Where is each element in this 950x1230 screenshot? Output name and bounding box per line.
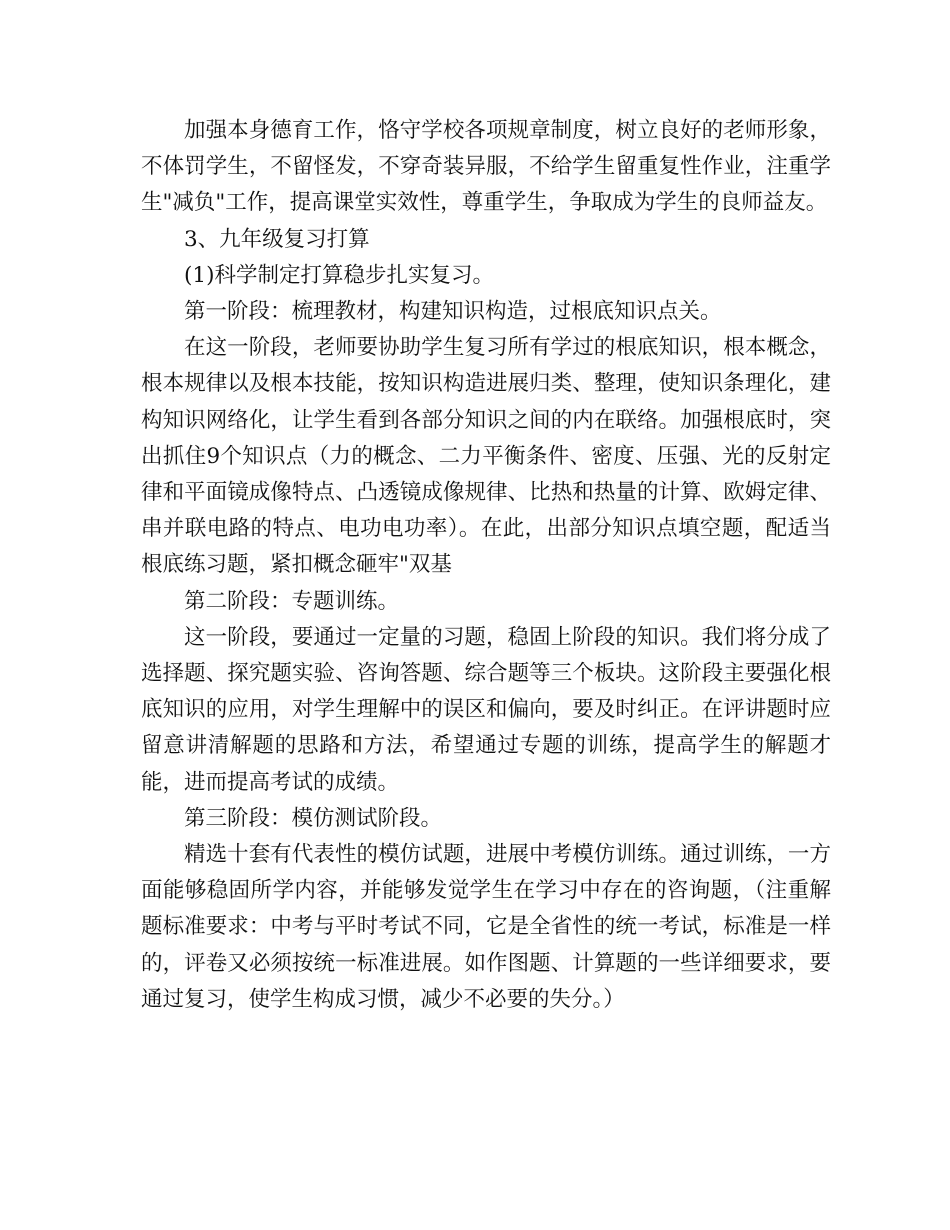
stage-three-heading: 第三阶段：模仿测试阶段。 <box>184 805 443 831</box>
subheading-scientific-plan: (1)科学制定打算稳步扎实复习。 <box>184 262 494 288</box>
paragraph-moral-education: 加强本身德育工作，恪守学校各项规章制度，树立良好的老师形象，不体罚学生，不留怪发，不穿奇装异服，不给学生留重复性作业，注重学生"减负"工作，提高课堂实效性，尊重学生，争取成为学生的良师益友。 <box>141 118 831 216</box>
stage-two-body: 这一阶段，要通过一定量的习题，稳固上阶段的知识。我们将分成了选择题、探究题实验、咨询答题、综合题等三个板块。这阶段主要强化根底知识的应用，对学生理解中的误区和偏向，要及时纠正。在评讲题时应留意讲清解题的思路和方法，希望通过专题的训练，提高学生的解题才能，进而提高考试的成绩。 <box>141 624 831 795</box>
stage-three-body: 精选十套有代表性的模仿试题，进展中考模仿训练。通过训练，一方面能够稳固所学内容，并能够发觉学生在学习中存在的咨询题，（注重解题标准要求：中考与平时考试不同，它是全省性的统一考试，标准是一样的，评卷又必须按统一标准进展。如作图题、计算题的一些详细要求，要通过复习，使学生构成习惯，减少不必要的失分。） <box>141 842 831 1012</box>
stage-one-body: 在这一阶段，老师要协助学生复习所有学过的根底知识，根本概念，根本规律以及根本技能，按知识构造进展归类、整理，使知识条理化，建构知识网络化，让学生看到各部分知识之间的内在联络。加强根底时，突出抓住9个知识点（力的概念、二力平衡条件、密度、压强、光的反射定律和平面镜成像特点、凸透镜成像规律、比热和热量的计算、欧姆定律、串并联电路的特点、电功电功率）。在此，出部分知识点填空题，配适当根底练习题，紧扣概念砸牢"双基 <box>141 335 831 578</box>
stage-two-heading: 第二阶段：专题训练。 <box>184 588 400 614</box>
stage-one-heading: 第一阶段：梳理教材，构建知识构造，过根底知识点关。 <box>184 299 722 325</box>
document-body <box>141 113 831 1018</box>
section-heading-grade9-review: 3、九年级复习打算 <box>184 226 370 252</box>
